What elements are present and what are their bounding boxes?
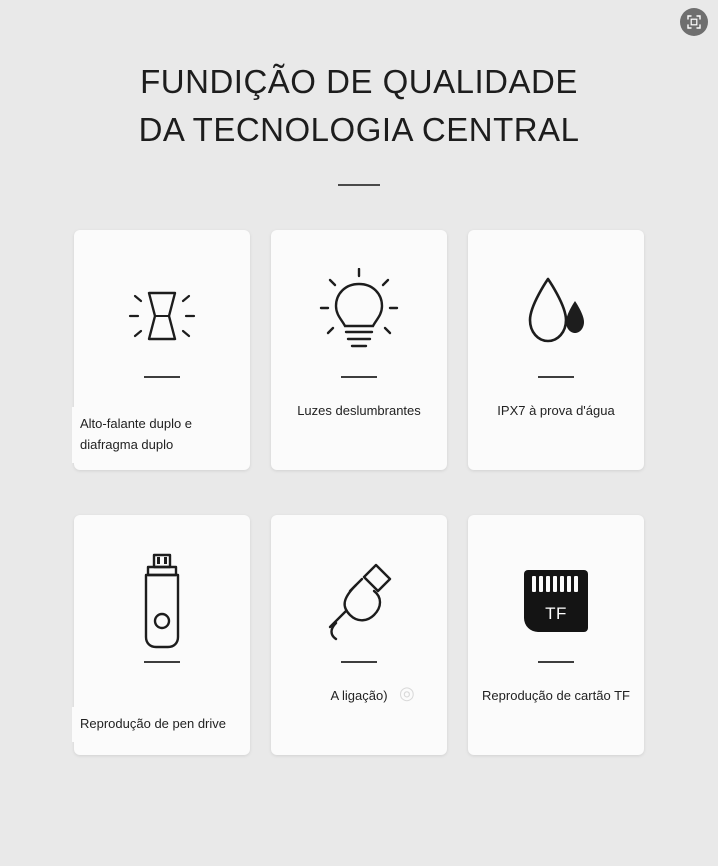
- tf-card-icon: [524, 547, 588, 655]
- feature-card-label: Alto-falante duplo e diafragma duplo: [72, 407, 248, 463]
- tf-card-chip-label: TF: [545, 604, 567, 623]
- card-divider: [538, 661, 574, 663]
- lightbulb-icon: [319, 262, 399, 370]
- page-title-line1: FUNDIÇÃO DE QUALIDADE: [140, 63, 578, 100]
- fullscreen-expand-icon: [686, 14, 702, 30]
- feature-card-aux[interactable]: [271, 515, 447, 755]
- card-divider: [341, 661, 377, 663]
- aux-cable-icon: [316, 547, 402, 655]
- feature-card-label: Reprodução de pen drive: [72, 707, 248, 742]
- feature-card-label: A ligação): [330, 688, 388, 703]
- feature-card-label: Reprodução de cartão TF: [482, 688, 630, 703]
- page-title: [0, 0, 718, 186]
- card-divider: [144, 661, 180, 663]
- feature-card-speaker[interactable]: [74, 230, 250, 470]
- usb-flash-drive-icon: [134, 547, 190, 655]
- page-title-line2: DA TECNOLOGIA CENTRAL: [138, 111, 580, 148]
- water-drop-icon: [518, 262, 594, 370]
- tf-card-pins: [532, 576, 578, 592]
- fullscreen-expand-button[interactable]: [680, 8, 708, 36]
- card-divider: [144, 376, 180, 378]
- title-divider: [338, 184, 380, 186]
- feature-card-lights[interactable]: [271, 230, 447, 470]
- tf-card-chip: [524, 570, 588, 632]
- feature-card-waterproof[interactable]: [468, 230, 644, 470]
- feature-card-tf[interactable]: [468, 515, 644, 755]
- feature-grid: [74, 230, 644, 755]
- feature-card-usb[interactable]: [74, 515, 250, 755]
- decorative-ghost-mark: ◎: [399, 683, 415, 703]
- speaker-icon: [119, 262, 205, 370]
- feature-card-label: IPX7 à prova d'água: [497, 403, 615, 418]
- card-divider: [341, 376, 377, 378]
- card-divider: [538, 376, 574, 378]
- feature-card-label: Luzes deslumbrantes: [297, 403, 421, 418]
